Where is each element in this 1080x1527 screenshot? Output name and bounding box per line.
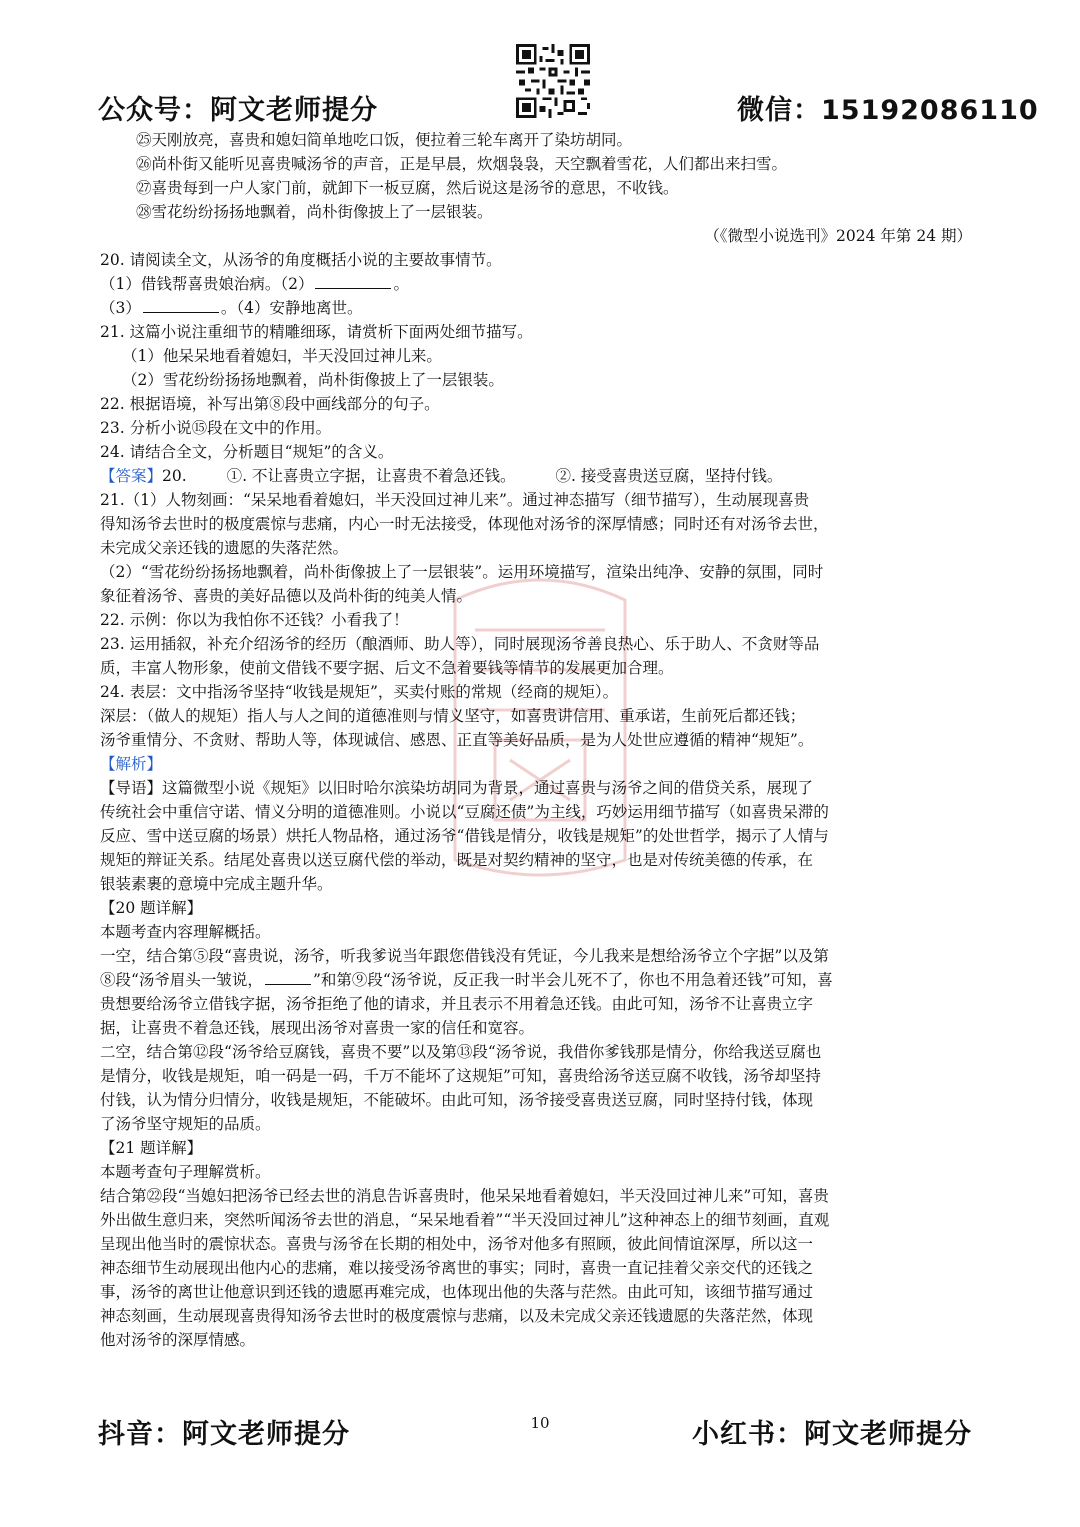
story-paragraph: ㉕天刚放亮，喜贵和媳妇简单地吃口饭，便拉着三轮车离开了染坊胡同。	[136, 131, 633, 149]
answer-blank-3[interactable]	[143, 296, 219, 313]
q21-detail-line: 事，汤爷的离世让他意识到还钱的遗愿再难完成，也体现出他的失落与茫然。由此可知，该细节描写通过	[100, 1283, 814, 1301]
q20-detail-line: 了汤爷坚守规矩的品质。	[100, 1115, 271, 1133]
analysis-intro-line: 传统社会中重信守诺、情义分明的道德准则。小说以“豆腐还债”为主线，巧妙运用细节描写（如喜贵呆滞的	[100, 803, 829, 821]
q21-detail-desc: 本题考查句子理解赏析。	[100, 1163, 271, 1181]
story-paragraph: ㉖尚朴街又能听见喜贵喊汤爷的声音，正是早晨，炊烟袅袅，天空飘着雪花，人们都出来扫雪。	[136, 155, 788, 173]
analysis-intro-line: 【导语】这篇微型小说《规矩》以旧时哈尔滨染坊胡同为背景，通过喜贵与汤爷之间的借贷关系，展现了	[100, 779, 814, 797]
page-number: 10	[530, 1414, 550, 1432]
q20-detail-line: 贵想要给汤爷立借钱字据，汤爷拒绝了他的请求，并且表示不用着急还钱。由此可知，汤爷不让喜贵立字	[100, 995, 814, 1013]
document-body	[100, 128, 986, 1352]
header-left-account: 公众号：阿文老师提分	[98, 95, 378, 126]
q21-detail-line: 他对汤爷的深厚情感。	[100, 1331, 256, 1349]
answer-tag: 【答案】	[100, 467, 163, 485]
q21-detail-line: 呈现出他当时的震惊状态。喜贵与汤爷在长期的相处中，汤爷对他多有照顾，彼此间情谊深厚，所以这一	[100, 1235, 814, 1253]
analysis-intro-line: 银装素裹的意境中完成主题升华。	[100, 875, 333, 893]
question-20: 20. 请阅读全文，从汤爷的角度概括小说的主要故事情节。	[100, 251, 502, 269]
q20-detail-text-b: ”和第⑨段“汤爷说，反正我一时半会儿死不了，你也不用急着还钱”可知，喜	[312, 971, 833, 989]
answer-20-point-2: ②. 接受喜贵送豆腐，坚持付钱。	[555, 467, 783, 485]
q20-text-c: （3）	[100, 299, 141, 317]
question-21-item-2: （2）雪花纷纷扬扬地飘着，尚朴街像披上了一层银装。	[122, 371, 504, 389]
question-20-line-1	[100, 272, 986, 296]
q21-detail-line: 外出做生意归来，突然听闻汤爷去世的消息，“呆呆地看着”“半天没回过神儿”这种神态上的细节刻画，直观	[100, 1211, 830, 1229]
answer-21-line: 21.（1）人物刻画：“呆呆地看着媳妇，半天没回过神儿来”。通过神态描写（细节描写），生动展现喜贵	[100, 491, 810, 509]
q20-detail-text-a: ⑧段“汤爷眉头一皱说，	[100, 971, 263, 989]
qr-code-icon[interactable]	[516, 44, 590, 118]
question-21: 21. 这篇小说注重细节的精雕细琢，请赏析下面两处细节描写。	[100, 323, 533, 341]
q21-detail-line: 结合第㉒段“当媳妇把汤爷已经去世的消息告诉喜贵时，他呆呆地看着媳妇，半天没回过神儿来”可知，喜贵	[100, 1187, 829, 1205]
q20-detail-line: 据，让喜贵不着急还钱，展现出汤爷对喜贵一家的信任和宽容。	[100, 1019, 535, 1037]
answer-blank-2[interactable]	[315, 272, 391, 289]
answer-20-point-1: ①. 不让喜贵立字据，让喜贵不着急还钱。	[226, 467, 516, 485]
answer-24-line: 深层：（做人的规矩）指人与人之间的道德准则与情义坚守，如喜贵讲信用、重承诺，生前死后都还钱；	[100, 707, 806, 725]
question-20-line-2	[100, 296, 986, 320]
q20-detail-line: 二空，结合第⑫段“汤爷给豆腐钱，喜贵不要”以及第⑬段“汤爷说，我借你爹钱那是情分，你给我送豆腐也	[100, 1043, 822, 1061]
question-22: 22. 根据语境，补写出第⑧段中画线部分的句子。	[100, 395, 440, 413]
q20-text-a: （1）借钱帮喜贵娘治病。（2）	[100, 275, 314, 293]
answer-23-line: 质，丰富人物形象，使前文借钱不要字据、后文不急着要钱等情节的发展更加合理。	[100, 659, 674, 677]
answer-22: 22. 示例：你以为我怕你不还钱？小看我了！	[100, 611, 409, 629]
q20-detail-title: 【20 题详解】	[100, 899, 203, 917]
question-24: 24. 请结合全文，分析题目“规矩”的含义。	[100, 443, 394, 461]
analysis-tag: 【解析】	[100, 755, 163, 773]
q21-detail-line: 神态刻画，生动展现喜贵得知汤爷去世时的极度震惊与悲痛，以及未完成父亲还钱遗愿的失落茫然，体现	[100, 1307, 814, 1325]
story-source: （《微型小说选刊》2024 年第 24 期）	[704, 227, 972, 245]
q21-detail-line: 神态细节生动展现出他内心的悲痛，难以接受汤爷离世的事实；同时，喜贵一直记挂着父亲交代的还钱之	[100, 1259, 814, 1277]
q20-detail-line: 是情分，收钱是规矩，咱一码是一码，千万不能坏了这规矩”可知，喜贵给汤爷送豆腐不收钱，汤爷却坚持	[100, 1067, 821, 1085]
question-23: 23. 分析小说⑮段在文中的作用。	[100, 419, 332, 437]
question-21-item-1: （1）他呆呆地看着媳妇，半天没回过神儿来。	[122, 347, 442, 365]
q20-detail-line: 一空，结合第⑤段“喜贵说，汤爷，听我爹说当年跟您借钱没有凭证，今儿我来是想给汤爷立个字据”以及第	[100, 947, 829, 965]
answer-23-line: 23. 运用插叙，补充介绍汤爷的经历（酿酒师、助人等），同时展现汤爷善良热心、乐于助人、不贪财等品	[100, 635, 820, 653]
answer-24-line: 汤爷重情分、不贪财、帮助人等，体现诚信、感恩、正直等美好品质，是为人处世应遵循的精神“规矩”。	[100, 731, 814, 749]
underline-blank	[265, 968, 311, 985]
answer-21-line: 得知汤爷去世时的极度震惊与悲痛，内心一时无法接受，体现他对汤爷的深厚情感；同时还有对汤爷去世，	[100, 515, 829, 533]
answer-21-line: 象征着汤爷、喜贵的美好品德以及尚朴街的纯美人情。	[100, 587, 473, 605]
q20-text-b: 。	[393, 275, 409, 293]
q21-detail-title: 【21 题详解】	[100, 1139, 203, 1157]
story-paragraph: ㉗喜贵每到一户人家门前，就卸下一板豆腐，然后说这是汤爷的意思，不收钱。	[136, 179, 679, 197]
q20-detail-desc: 本题考查内容理解概括。	[100, 923, 271, 941]
answer-20-number: 20.	[162, 467, 187, 485]
footer-left-douyin: 抖音：阿文老师提分	[98, 1419, 350, 1450]
analysis-intro-line: 规矩的辩证关系。结尾处喜贵以送豆腐代偿的举动，既是对契约精神的坚守，也是对传统美德的传承，在	[100, 851, 814, 869]
analysis-intro-line: 反应、雪中送豆腐的场景）烘托人物品格，通过汤爷“借钱是情分，收钱是规矩”的处世哲学，揭示了人情与	[100, 827, 829, 845]
answer-21-line: 未完成父亲还钱的遗愿的失落茫然。	[100, 539, 349, 557]
q20-detail-line: 付钱，认为情分归情分，收钱是规矩，不能破坏。由此可知，汤爷接受喜贵送豆腐，同时坚持付钱，体现	[100, 1091, 814, 1109]
answer-24-line: 24. 表层：文中指汤爷坚持“收钱是规矩”，买卖付账的常规（经商的规矩）。	[100, 683, 619, 701]
q20-detail-line	[100, 968, 986, 992]
q20-text-d: 。（4）安静地离世。	[220, 299, 363, 317]
answer-20	[100, 464, 986, 488]
answer-21-line: （2）“雪花纷纷扬扬地飘着，尚朴街像披上了一层银装”。运用环境描写，渲染出纯净、安静的氛围，同时	[100, 563, 824, 581]
footer-right-xiaohongshu: 小红书：阿文老师提分	[692, 1419, 972, 1450]
story-paragraph: ㉘雪花纷纷扬扬地飘着，尚朴街像披上了一层银装。	[136, 203, 493, 221]
header-right-wechat: 微信：15192086110	[737, 95, 1039, 126]
